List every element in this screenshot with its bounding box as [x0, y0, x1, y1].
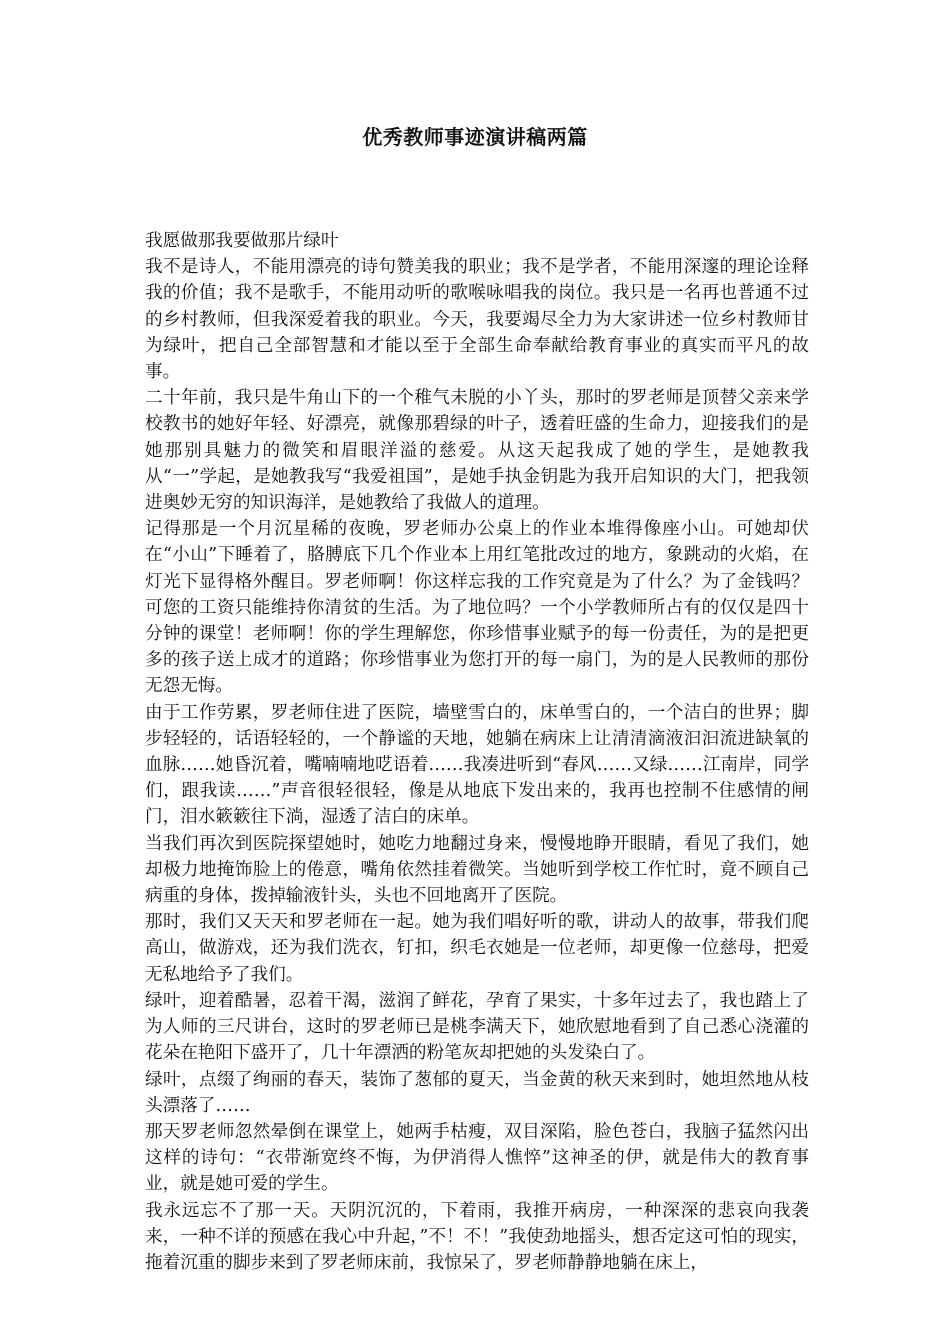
document-body	[145, 228, 809, 1276]
section-heading: 我愿做那我要做那片绿叶	[145, 231, 339, 251]
paragraph: 由于工作劳累，罗老师住进了医院，墙壁雪白的，床单雪白的，一个洁白的世界；脚步轻轻的，话语轻轻的，一个静谧的天地，她躺在病床上让清清滴液汩汩流进缺氧的血脉……她昏沉着，嘴喃喃地呓语着……我凑进听到“春风……又绿……江南岸，同学们，跟我读……”声音很轻很轻，像是从地底下发出来的，我再也控制不住感情的闸门，泪水簌簌往下淌，湿透了洁白的床单。	[145, 702, 809, 828]
document-title: 优秀教师事迹演讲稿两篇	[362, 125, 588, 149]
paragraph: 绿叶，迎着酷暑，忍着干渴，滋润了鲜花，孕育了果实，十多年过去了，我也踏上了为人师的三尺讲台，这时的罗老师已是桃李满天下，她欣慰地看到了自己悉心浇灌的花朵在艳阳下盛开了，几十年漂洒的粉笔灰却把她的头发染白了。	[145, 990, 809, 1064]
paragraph: 二十年前，我只是牛角山下的一个稚气未脱的小丫头，那时的罗老师是顶替父亲来学校教书的她好年轻、好漂亮，就像那碧绿的叶子，透着旺盛的生命力，迎接我们的是她那别具魅力的微笑和眉眼洋溢的慈爱。从这天起我成了她的学生，是她教我从“一”学起，是她教我写“我爱祖国”，是她手执金钥匙为我开启知识的大门，把我领进奥妙无穷的知识海洋，是她教给了我做人的道理。	[145, 388, 809, 514]
paragraph: 绿叶，点缀了绚丽的春天，装饰了葱郁的夏天，当金黄的秋天来到时，她坦然地从枝头漂落了……	[145, 1069, 809, 1116]
paragraph: 那天罗老师忽然晕倒在课堂上，她两手枯瘦，双目深陷，脸色苍白，我脑子猛然闪出这样的诗句：“衣带渐宽终不悔，为伊消得人憔悴”这神圣的伊，就是伟大的教育事业，就是她可爱的学生。	[145, 1121, 809, 1195]
paragraph: 那时，我们又天天和罗老师在一起。她为我们唱好听的歌，讲动人的故事，带我们爬高山，做游戏，还为我们洗衣，钉扣，织毛衣她是一位老师，却更像一位慈母，把爱无私地给予了我们。	[145, 912, 809, 985]
paragraph: 我不是诗人，不能用漂亮的诗句赞美我的职业；我不是学者，不能用深邃的理论诠释我的价值；我不是歌手，不能用动听的歌喉咏唱我的岗位。我只是一名再也普通不过的乡村教师，但我深爱着我的职业。今天，我要竭尽全力为大家讲述一位乡村教师甘为绿叶，把自己全部智慧和才能以至于全部生命奉献给教育事业的真实而平凡的故事。	[145, 257, 809, 383]
paragraph: 当我们再次到医院探望她时，她吃力地翻过身来，慢慢地睁开眼睛，看见了我们，她却极力地掩饰脸上的倦意，嘴角依然挂着微笑。当她听到学校工作忙时，竟不顾自己病重的身体，拨掉输液针头，头也不回地离开了医院。	[145, 833, 809, 907]
paragraph: 记得那是一个月沉星稀的夜晚，罗老师办公桌上的作业本堆得像座小山。可她却伏在“小山”下睡着了，胳膊底下几个作业本上用红笔批改过的地方，象跳动的火焰，在灯光下显得格外醒目。罗老师啊！你这样忘我的工作究竟是为了什么？为了金钱吗？可您的工资只能维持你清贫的生活。为了地位吗？一个小学教师所占有的仅仅是四十分钟的课堂！老师啊！你的学生理解您，你珍惜事业赋予的每一份责任，为的是把更多的孩子送上成才的道路；你珍惜事业为您打开的每一扇门，为的是人民教师的那份无怨无悔。	[145, 519, 809, 697]
paragraph: 我永远忘不了那一天。天阴沉沉的，下着雨，我推开病房，一种深深的悲哀向我袭来，一种不详的预感在我心中升起，”不！不！”我使劲地摇头，想否定这可怕的现实，拖着沉重的脚步来到了罗老师床前，我惊呆了，罗老师静静地躺在床上，	[145, 1200, 809, 1273]
